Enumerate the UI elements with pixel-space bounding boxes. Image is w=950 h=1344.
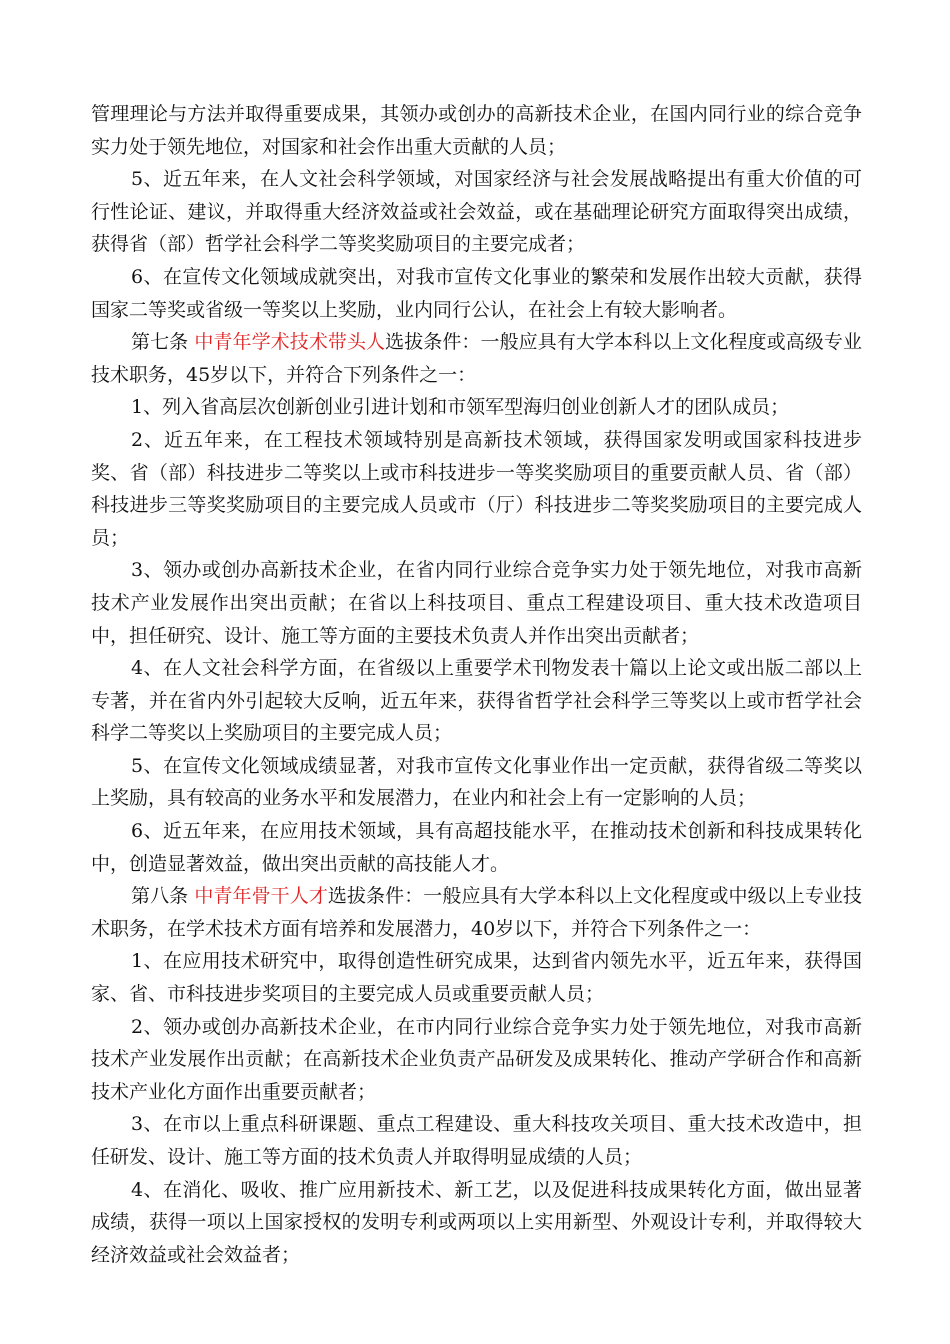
paragraph-text: 6、在宣传文化领域成就突出，对我市宣传文化事业的繁荣和发展作出较大贡献，获得国家二等奖或省级一等奖以上奖励，业内同行公认，在社会上有较大影响者。 xyxy=(91,265,862,321)
paragraph-text: 4、在人文社会科学方面，在省级以上重要学术刊物发表十篇以上论文或出版二部以上专著，并在省内外引起较大反响，近五年来，获得省哲学社会科学三等奖以上或市哲学社会科学二等奖以上奖励项目的主要完成人员； xyxy=(91,657,862,745)
article-7 xyxy=(91,326,862,391)
paragraph-text: 管理理论与方法并取得重要成果，其领办或创办的高新技术企业，在国内同行业的综合竞争实力处于领先地位，对国家和社会作出重大贡献的人员； xyxy=(91,103,862,158)
article-8 xyxy=(91,880,862,945)
paragraph-text: 5、近五年来，在人文社会科学领域，对国家经济与社会发展战略提出有重大价值的可行性论证、建议，并取得重大经济效益或社会效益，或在基础理论研究方面取得突出成绩，获得省（部）哲学社会科学二等奖奖励项目的主要完成者； xyxy=(91,168,862,256)
paragraph-item xyxy=(91,424,862,554)
paragraph-item xyxy=(91,261,862,326)
paragraph-item xyxy=(91,1011,862,1109)
paragraph-text: 2、近五年来，在工程技术领域特别是高新技术领域，获得国家发明或国家科技进步奖、省（部）科技进步二等奖以上或市科技进步一等奖奖励项目的重要贡献人员、省（部）科技进步三等奖奖励项目的主要完成人员或市（厅）科技进步二等奖奖励项目的主要完成人员； xyxy=(91,428,862,549)
paragraph-continuation xyxy=(91,98,862,163)
paragraph-item xyxy=(91,163,862,261)
paragraph-item xyxy=(91,945,862,1010)
paragraph-item xyxy=(91,1174,862,1272)
paragraph-text: 3、领办或创办高新技术企业，在省内同行业综合竞争实力处于领先地位，对我市高新技术产业发展作出突出贡献；在省以上科技项目、重点工程建设项目、重大技术改造项目中，担任研究、设计、施工等方面的主要技术负责人并作出突出贡献者； xyxy=(91,559,862,647)
paragraph-item xyxy=(91,815,862,880)
paragraph-text: 选拔条件：一般应具有大学本科以上文化程度或中级以上专业技术职务，在学术技术方面有培养和发展潜力，40岁以下，并符合下列条件之一： xyxy=(91,885,862,940)
paragraph-item xyxy=(91,554,862,652)
paragraph-item xyxy=(91,391,862,424)
paragraph-text: 6、近五年来，在应用技术领域，具有高超技能水平，在推动技术创新和科技成果转化中，创造显著效益，做出突出贡献的高技能人才。 xyxy=(91,820,862,875)
article-label: 第八条 xyxy=(131,885,189,908)
paragraph-item xyxy=(91,652,862,750)
paragraph-text: 选拔条件：一般应具有大学本科以上文化程度或高级专业技术职务，45岁以下，并符合下列条件之一： xyxy=(91,331,862,386)
paragraph-item xyxy=(91,1108,862,1173)
paragraph-text: 2、领办或创办高新技术企业，在市内同行业综合竞争实力处于领先地位，对我市高新技术产业发展作出贡献；在高新技术企业负责产品研发及成果转化、推动产学研合作和高新技术产业化方面作出重要贡献者； xyxy=(91,1015,862,1103)
article-label: 第七条 xyxy=(131,331,189,354)
paragraph-text: 1、在应用技术研究中，取得创造性研究成果，达到省内领先水平，近五年来，获得国家、省、市科技进步奖项目的主要完成人员或重要贡献人员； xyxy=(91,950,862,1006)
paragraph-text: 4、在消化、吸收、推广应用新技术、新工艺，以及促进科技成果转化方面，做出显著成绩，获得一项以上国家授权的发明专利或两项以上实用新型、外观设计专利，并取得较大经济效益或社会效益者； xyxy=(91,1178,862,1266)
highlight-term: 中青年学术技术带头人 xyxy=(194,331,386,354)
paragraph-text: 3、在市以上重点科研课题、重点工程建设、重大科技攻关项目、重大技术改造中，担任研发、设计、施工等方面的技术负责人并取得明显成绩的人员； xyxy=(91,1113,862,1168)
paragraph-text: 1、列入省高层次创新创业引进计划和市领军型海归创业创新人才的团队成员； xyxy=(131,396,790,419)
paragraph-text: 5、在宣传文化领域成绩显著，对我市宣传文化事业作出一定贡献，获得省级二等奖以上奖励，具有较高的业务水平和发展潜力，在业内和社会上有一定影响的人员； xyxy=(91,754,862,810)
highlight-term: 中青年骨干人才 xyxy=(194,885,328,908)
paragraph-item xyxy=(91,750,862,815)
